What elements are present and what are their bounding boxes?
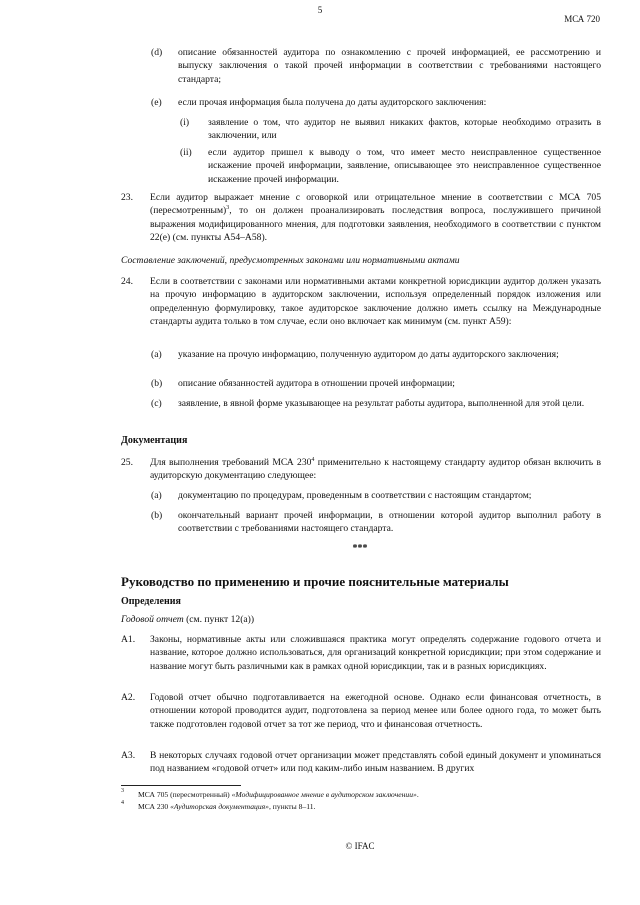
- section-separator: ***: [352, 543, 368, 554]
- page-number: 5: [317, 5, 323, 15]
- item-text-24a: указание на прочую информацию, полученную аудитором до даты аудиторского заключения;: [178, 349, 559, 360]
- definition-reference: Годовой отчет (см. пункт 12(a)): [121, 614, 255, 625]
- section-title: Руководство по применению и прочие пояснительные материалы: [121, 574, 509, 589]
- para-23: Если аудитор выражает мнение с оговоркой или отрицательное мнение в соответствии с МСА 705 (пересмотренным)$^3$, то он должен проанализировать последствия вопроса, послужившего причиной выражения модифицированного мнения, для подготовки заявления, необходимого в соответствии с пунктом 22(e) (см. пункты A54–A58).: [150, 192, 601, 244]
- para-number-a2: A2.: [121, 692, 136, 703]
- item-label-24a: (a): [151, 349, 162, 360]
- para-a3: В некоторых случаях годовой отчет организации может представлять собой единый документ и упоминаться под названием «годовой отчет» или под каким-либо иным названием. В других: [150, 750, 601, 775]
- item-label-d: (d): [151, 47, 163, 58]
- item-text-d: описание обязанностей аудитора по ознакомлению с прочей информацией, ее рассмотрению и выпуску заключения о такой прочей информации в соответствии с требованиями настоящего стандарта;: [178, 47, 601, 85]
- item-label-25a: (a): [151, 490, 162, 501]
- heading-documentation: Документация: [121, 435, 188, 446]
- footnote-divider: [121, 785, 241, 786]
- subitem-text-ii: если аудитор пришел к выводу о том, что имеет место неисправленное существенное искажение прочей информации, заявление, описывающее это неисправленное существенное искажение прочей информации.: [208, 147, 601, 185]
- para-a2: Годовой отчет обычно подготавливается на ежегодной основе. Однако если финансовая отчетность, в отношении которой проводится аудит, подготовлена за период менее или более одного года, то может быть также подготовлен годовой отчет за тот же период, что и финансовая отчетность.: [150, 692, 601, 730]
- footnote-3: МСА 705 (пересмотренный) «Модифицированное мнение в аудиторском заключении».: [138, 790, 419, 799]
- subitem-label-i: (i): [180, 117, 190, 128]
- item-label-25b: (b): [151, 510, 163, 521]
- para-25: Для выполнения требований МСА $230^4$ применительно к настоящему стандарту аудитор обязан включить в аудиторскую документацию следующее:: [150, 456, 601, 482]
- page-footer: © IFAC: [345, 841, 375, 851]
- item-label-24b: (b): [151, 378, 163, 389]
- item-text-25b: окончательный вариант прочей информации, в отношении которой аудитор выполнил работу в соответствии с требованиями настоящего стандарта.: [178, 510, 601, 535]
- item-text-e: если прочая информация была получена до даты аудиторского заключения:: [178, 97, 487, 108]
- footnote-4: МСА 230 «Аудиторская документация», пункты 8–11.: [138, 802, 316, 811]
- para-number-a1: A1.: [121, 634, 136, 645]
- item-text-24b: описание обязанностей аудитора в отношении прочей информации;: [178, 378, 455, 389]
- footnote-ref-3[interactable]: 3: [226, 205, 230, 212]
- para-24: Если в соответствии с законами или нормативными актами конкретной юрисдикции аудитор должен указать на прочую информацию в аудиторском заключении, используя определенный порядок изложения или определенную формулировку, такое аудиторское заключение должно иметь ссылку на Международные стандарты аудита только в том случае, если оно включает как минимум (см. пункт A59):: [150, 276, 601, 328]
- subitem-label-ii: (ii): [180, 147, 192, 158]
- footnote-mark-3: 3: [121, 788, 124, 794]
- para-number-24: 24.: [121, 276, 133, 287]
- para-number-23: 23.: [121, 192, 133, 203]
- heading-definitions: Определения: [121, 596, 181, 607]
- footnote-ref-4[interactable]: 4: [311, 456, 315, 463]
- item-label-24c: (c): [151, 398, 162, 409]
- item-text-24c: заявление, в явной форме указывающее на результат работы аудитора, выполненной для этой цели.: [178, 398, 585, 409]
- standard-code: МСА 720: [564, 14, 600, 24]
- subheading-laws: Составление заключений, предусмотренных законами или нормативными актами: [121, 255, 460, 266]
- para-number-25: 25.: [121, 457, 133, 468]
- item-label-e: (e): [151, 97, 162, 108]
- footnote-mark-4: 4: [121, 800, 124, 806]
- para-number-a3: A3.: [121, 750, 136, 761]
- item-text-25a: документацию по процедурам, проведенным в соответствии с настоящим стандартом;: [178, 490, 532, 501]
- subitem-text-i: заявление о том, что аудитор не выявил никаких фактов, которые необходимо отразить в заключении, или: [208, 117, 601, 142]
- para-a1: Законы, нормативные акты или сложившаяся практика могут определять содержание годового отчета и название, которое должно использоваться, для организаций конкретной юрисдикции; при этом содержание и название могут быть различными как в рамках одной юрисдикции, так и в разных юрисдикциях.: [150, 634, 601, 672]
